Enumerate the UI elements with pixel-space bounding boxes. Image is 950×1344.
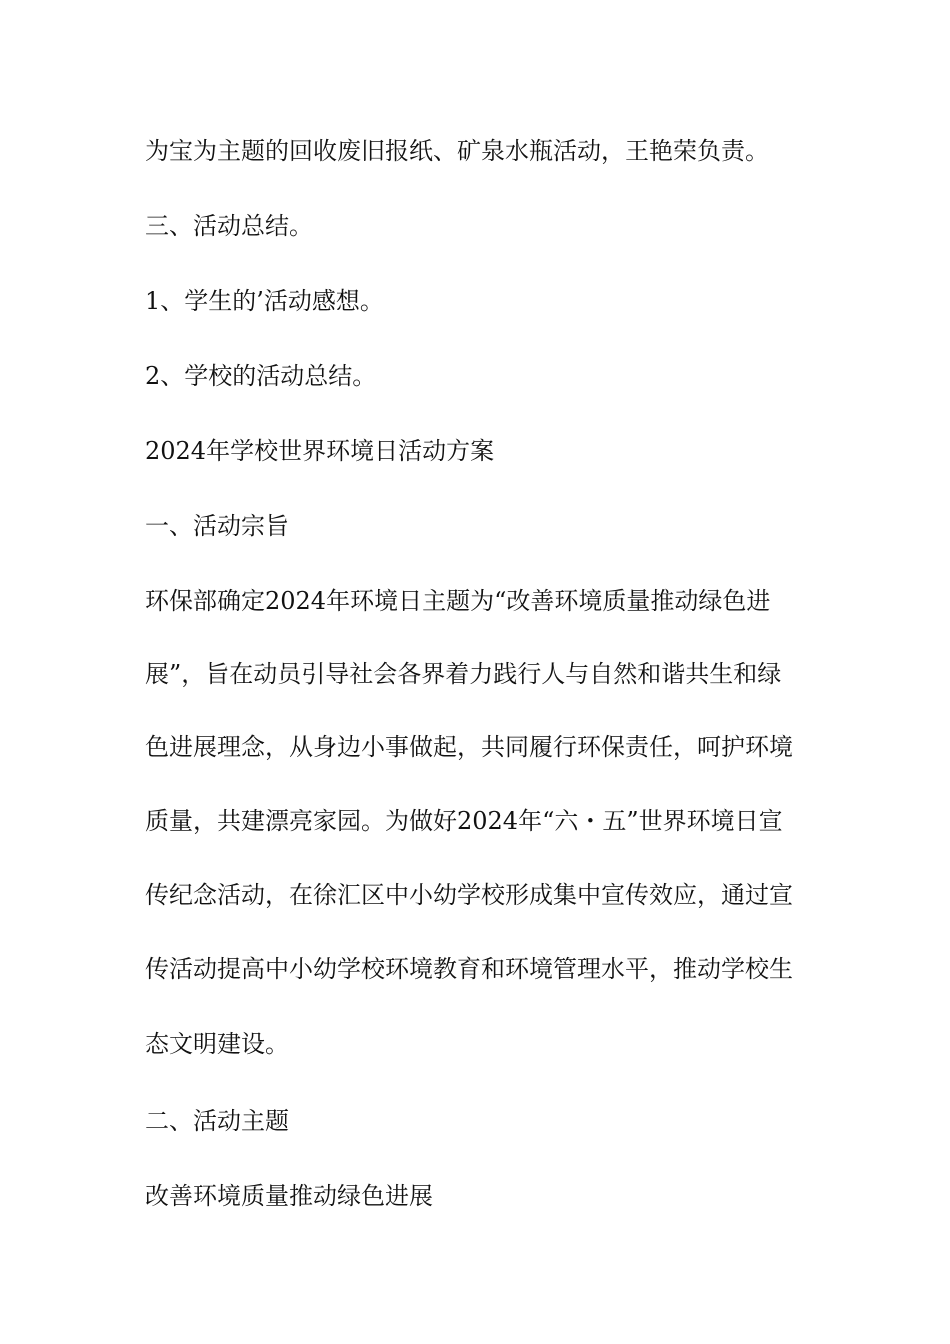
paragraph-line-1: 环保部确定2024年环境日主题为“改善环境质量推动绿色进 [145, 587, 771, 615]
paragraph-line-2: 展”，旨在动员引导社会各界着力践行人与自然和谐共生和绿 [145, 660, 782, 688]
paragraph-line-3: 色进展理念，从身边小事做起，共同履行环保责任，呵护环境 [145, 733, 793, 761]
heading-section-one: 一、活动宗旨 [145, 512, 289, 540]
heading-section-three: 三、活动总结。 [145, 212, 313, 240]
paragraph-line-5: 传纪念活动，在徐汇区中小幼学校形成集中宣传效应，通过宣 [145, 881, 793, 909]
heading-section-two: 二、活动主题 [145, 1107, 289, 1135]
list-item-1: 1、学生的’活动感想。 [145, 287, 384, 315]
paragraph-line-6: 传活动提高中小幼学校环境教育和环境管理水平，推动学校生 [145, 955, 793, 983]
paragraph-line-7: 态文明建设。 [145, 1030, 289, 1058]
text-line-continuation: 为宝为主题的回收废旧报纸、矿泉水瓶活动，王艳荣负责。 [145, 137, 769, 165]
theme-text: 改善环境质量推动绿色进展 [145, 1182, 433, 1210]
list-item-2: 2、学校的活动总结。 [145, 362, 377, 390]
paragraph-line-4: 质量，共建漂亮家园。为做好2024年“六・五”世界环境日宣 [145, 807, 783, 835]
document-title: 2024年学校世界环境日活动方案 [145, 437, 495, 465]
